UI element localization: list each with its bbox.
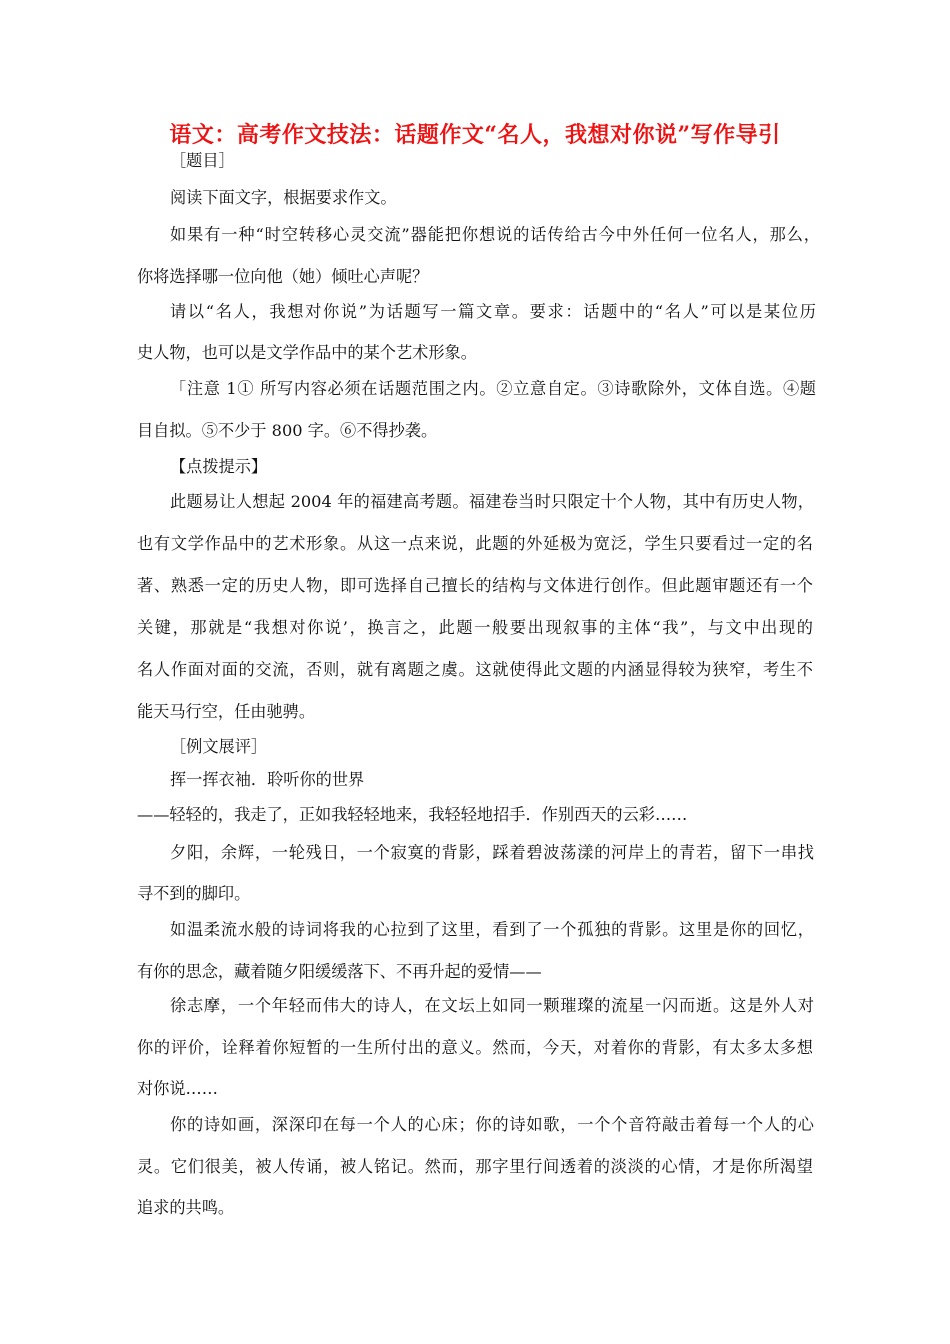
- essay-p3-line2: 你的评价，诠释着你短暂的一生所付出的意义。然而，今天，对着你的背影，有太多太多想: [137, 1038, 813, 1057]
- hint-line1: 此题易让人想起 2004 年的福建高考题。福建卷当时只限定十个人物，其中有历史人物，: [170, 492, 814, 511]
- essay-p2-line2: 有你的思念，藏着随夕阳缓缓落下、不再升起的爱情——: [137, 962, 542, 981]
- hint-line5: 名人作面对面的交流，否则，就有离题之虞。这就使得此文题的内涵显得较为狭窄，考生不: [137, 660, 813, 679]
- hint-line4: 关键，那就是“我想对你说’，换言之，此题一般要出现叙事的主体“我”，与文中出现的: [137, 618, 813, 637]
- essay-title: 挥一挥衣袖．聆听你的世界: [170, 770, 365, 789]
- para1-line1: 如果有一种“时空转移心灵交流”器能把你想说的话传给古今中外任何一位名人，那么，: [170, 225, 820, 244]
- document-title: 语文：高考作文技法：话题作文“名人，我想对你说”写作导引: [169, 122, 781, 148]
- essay-p3-line1: 徐志摩，一个年轻而伟大的诗人，在文坛上如同一颗璀璨的流星一闪而逝。这是外人对: [170, 996, 814, 1015]
- essay-p1-line1: 夕阳，余辉，一轮残日，一个寂寞的背影，踩着碧波荡漾的河岸上的青若，留下一串找: [170, 843, 814, 862]
- essay-p4-line3: 追求的共鸣。: [137, 1198, 235, 1217]
- hint-line2: 也有文学作品中的艺术形象。从这一点来说，此题的外延极为宽泛，学生只要看过一定的名: [137, 534, 813, 553]
- para2-line1: 请以“名人，我想对你说”为话题写一篇文章。要求：话题中的“名人”可以是某位历: [170, 302, 816, 321]
- essay-p2-line1: 如温柔流水般的诗词将我的心拉到了这里，看到了一个孤独的背影。这里是你的回忆，: [170, 920, 814, 939]
- essay-p3-line3: 对你说……: [137, 1079, 218, 1098]
- note-line1: 「注意 1① 所写内容必须在话题范围之内。②立意自定。③诗歌除外，文体自选。④题: [170, 379, 816, 398]
- heading-topic: ［题目］: [170, 151, 235, 170]
- essay-p4-line1: 你的诗如画，深深印在每一个人的心床；你的诗如歌，一个个音符敲击着每一个人的心: [170, 1115, 814, 1134]
- essay-quote: ——轻轻的，我走了，正如我轻轻地来，我轻轻地招手．作别西天的云彩……: [137, 805, 688, 824]
- para1-line2: 你将选择哪一位向他（她）倾吐心声呢？: [137, 267, 429, 286]
- essay-p4-line2: 灵。它们很美，被人传诵，被人铭记。然而，那字里行间透着的淡淡的心情，才是你所渴望: [137, 1157, 813, 1176]
- heading-example: ［例文展评］: [170, 737, 268, 756]
- heading-hint: 【点拨提示】: [170, 457, 268, 476]
- para2-line2: 史人物，也可以是文学作品中的某个艺术形象。: [137, 343, 477, 362]
- hint-line6: 能天马行空，任由驰骋。: [137, 702, 316, 721]
- essay-p1-line2: 寻不到的脚印。: [137, 884, 251, 903]
- hint-line3: 著、熟悉一定的历史人物，即可选择自己擅长的结构与文体进行创作。但此题审题还有一个: [137, 576, 813, 595]
- note-line2: 目自拟。⑤不少于 800 字。⑥不得抄袭。: [137, 421, 438, 440]
- instruction-text: 阅读下面文字，根据要求作文。: [170, 188, 397, 207]
